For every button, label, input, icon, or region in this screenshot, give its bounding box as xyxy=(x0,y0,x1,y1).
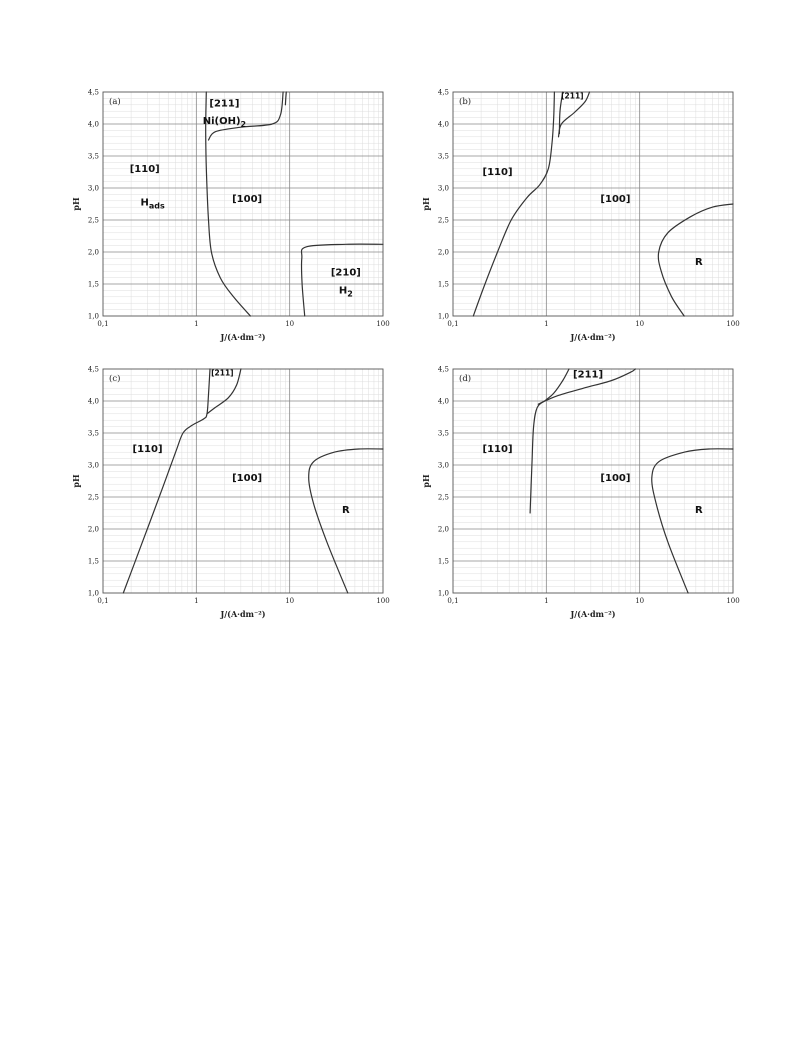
panel-label: (d) xyxy=(459,374,472,384)
y-tick-label: 1,5 xyxy=(87,280,99,289)
y-tick-label: 4,5 xyxy=(437,88,449,97)
y-tick-label: 3,0 xyxy=(87,461,99,470)
x-axis-label: J/(A·dm⁻²) xyxy=(220,332,266,342)
region-label: [100] xyxy=(232,473,263,484)
x-tick-label: 0,1 xyxy=(447,597,459,605)
y-tick-label: 3,0 xyxy=(87,184,99,193)
y-tick-label: 1,0 xyxy=(437,312,449,321)
phase-boundary-line xyxy=(301,244,383,316)
chart-panel-2 xyxy=(421,89,740,343)
y-tick-label: 4,0 xyxy=(437,120,449,129)
region-label: [110] xyxy=(482,444,513,456)
plot-frame xyxy=(453,369,733,593)
region-label: [110] xyxy=(132,444,163,456)
x-tick-label: 0,1 xyxy=(447,320,459,328)
y-tick-label: 3,0 xyxy=(437,461,449,470)
panel-label: (c) xyxy=(109,374,121,384)
x-tick-label: 10 xyxy=(635,320,645,328)
y-tick-label: 3,5 xyxy=(437,429,449,438)
region-label: [100] xyxy=(232,194,263,206)
chart-panel-1 xyxy=(71,89,390,343)
y-tick-label: 2,5 xyxy=(437,493,449,502)
y-tick-label: 1,0 xyxy=(437,589,449,598)
y-tick-label: 2,5 xyxy=(87,216,99,225)
y-tick-label: 4,5 xyxy=(437,365,449,374)
y-tick-label: 2,0 xyxy=(437,525,449,534)
y-tick-label: 2,5 xyxy=(437,216,449,225)
x-tick-label: 10 xyxy=(635,597,645,605)
x-tick-label: 100 xyxy=(376,597,390,605)
y-tick-label: 4,0 xyxy=(87,397,99,406)
x-tick-label: 1 xyxy=(544,320,549,328)
region-label: [211] xyxy=(209,98,240,110)
panel-label: (b) xyxy=(459,97,472,107)
panel-label: (a) xyxy=(109,97,121,107)
y-tick-label: 3,5 xyxy=(87,429,99,438)
region-label: R xyxy=(694,256,703,268)
y-tick-label: 1,0 xyxy=(87,312,99,321)
x-tick-label: 1 xyxy=(194,597,199,605)
region-label: [100] xyxy=(600,194,631,206)
region-label: $H_{ads}$ xyxy=(140,197,165,211)
y-tick-label: 2,0 xyxy=(437,248,449,257)
region-label: $H_2$ xyxy=(338,285,353,299)
x-tick-label: 100 xyxy=(726,597,740,605)
y-tick-label: 1,5 xyxy=(437,280,449,289)
x-tick-label: 1 xyxy=(194,320,199,328)
y-axis-label: pH xyxy=(71,474,81,488)
y-tick-label: 3,0 xyxy=(437,184,449,193)
y-tick-label: 1,0 xyxy=(87,589,99,598)
y-tick-label: 3,5 xyxy=(87,152,99,161)
x-tick-label: 10 xyxy=(285,597,295,605)
chart-panel-3 xyxy=(71,366,390,620)
region-label: [110] xyxy=(482,167,513,179)
region-label: [211] xyxy=(561,91,584,101)
region-label: [211] xyxy=(211,368,234,378)
region-label: [210] xyxy=(330,267,361,279)
y-tick-label: 2,0 xyxy=(87,525,99,534)
x-axis-label: J/(A·dm⁻²) xyxy=(570,332,616,342)
phase-boundary-line xyxy=(285,92,286,105)
region-label: R xyxy=(694,505,703,516)
y-tick-label: 2,5 xyxy=(87,493,99,502)
x-axis-label: J/(A·dm⁻²) xyxy=(570,609,616,619)
region-label: [211] xyxy=(573,369,604,381)
y-tick-label: 4,0 xyxy=(437,397,449,406)
x-tick-label: 1 xyxy=(544,597,549,605)
y-tick-label: 4,5 xyxy=(87,88,99,97)
y-axis-label: pH xyxy=(421,197,431,211)
x-tick-label: 10 xyxy=(285,320,295,328)
y-tick-label: 4,0 xyxy=(87,120,99,129)
chart-panel-4 xyxy=(421,366,740,620)
y-tick-label: 1,5 xyxy=(437,557,449,566)
region-label: $Ni(OH)_2$ xyxy=(202,116,247,129)
phase-boundary-line xyxy=(530,369,569,513)
x-tick-label: 100 xyxy=(726,320,740,328)
y-tick-label: 3,5 xyxy=(437,152,449,161)
region-label: [100] xyxy=(600,473,631,484)
y-axis-label: pH xyxy=(421,474,431,488)
x-tick-label: 100 xyxy=(376,320,390,328)
y-tick-label: 2,0 xyxy=(87,248,99,257)
y-axis-label: pH xyxy=(71,197,81,211)
y-tick-label: 4,5 xyxy=(87,365,99,374)
region-label: R xyxy=(342,505,350,516)
x-axis-label: J/(A·dm⁻²) xyxy=(220,609,266,619)
x-tick-label: 0,1 xyxy=(97,320,109,328)
y-tick-label: 1,5 xyxy=(87,557,99,566)
plot-frame xyxy=(453,92,733,316)
x-tick-label: 0,1 xyxy=(97,597,109,605)
phase-boundary-line xyxy=(123,369,210,593)
phase-boundary-line xyxy=(652,449,733,593)
region-label: [110] xyxy=(129,164,160,175)
